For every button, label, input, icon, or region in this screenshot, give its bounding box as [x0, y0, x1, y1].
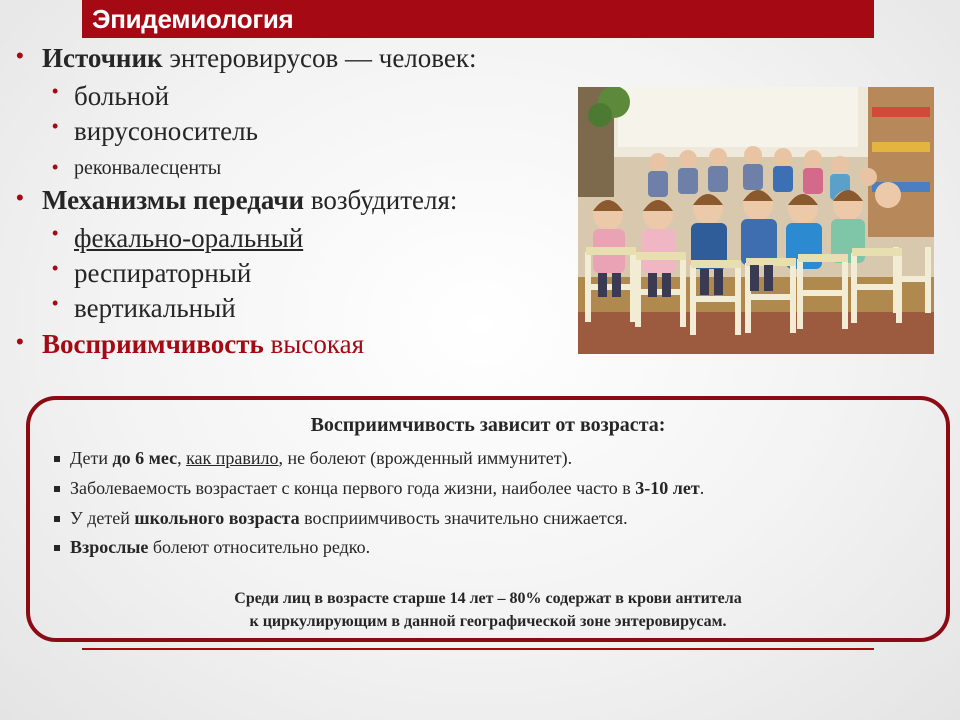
bullet-source-bold: Источник [42, 43, 163, 73]
box-item-school-age [70, 508, 628, 529]
box-note-line1: Среди лиц в возрасте старше 14 лет – 80% содержат в крови антитела [234, 590, 742, 607]
sub-bullet-text: вертикальный [74, 293, 236, 323]
children-photo-illustration [578, 87, 934, 354]
box-note-line2: к циркулирующим в данной географической зоне энтеровирусам. [249, 613, 727, 630]
box-text-bold: до 6 мес [112, 448, 178, 468]
sub-bullet-sick [52, 81, 170, 112]
bullet-susceptibility-bold: Восприимчивость [42, 329, 264, 359]
box-text: , [177, 448, 187, 468]
box-text: . [699, 478, 705, 498]
bullet-mechanisms-rest: возбудителя: [304, 185, 458, 215]
bullet-dot-icon: • [16, 329, 24, 354]
sub-bullet-text: реконвалесценты [74, 157, 222, 179]
bullet-mechanisms [16, 185, 458, 216]
box-item-infants [70, 448, 572, 469]
bullet-dot-icon: • [52, 81, 59, 101]
bullet-dot-icon: • [16, 43, 24, 68]
square-bullet-icon [54, 486, 60, 492]
box-text: болеют относительно редко. [148, 537, 371, 557]
square-bullet-icon [54, 456, 60, 462]
box-text-underlined: как правило [186, 448, 279, 468]
box-text: восприимчивость значительно снижается. [299, 508, 628, 528]
bullet-mechanisms-bold: Механизмы передачи [42, 185, 305, 215]
sub-bullet-vertical [52, 293, 236, 324]
box-title: Восприимчивость зависит от возраста: [310, 414, 666, 436]
bullet-dot-icon: • [52, 116, 59, 136]
sub-bullet-respiratory [52, 258, 252, 289]
box-text-bold: школьного возраста [134, 508, 300, 528]
sub-bullet-text: вирусоноситель [74, 116, 258, 146]
box-item-incidence [70, 478, 704, 499]
box-item-adults [70, 537, 370, 558]
bullet-dot-icon: • [52, 157, 59, 177]
slide-title: Эпидемиология [82, 0, 874, 38]
kindergarten-photo [578, 87, 934, 354]
sub-bullet-text: фекально-оральный [74, 223, 304, 253]
box-text: Дети [70, 448, 113, 468]
age-susceptibility-box [26, 396, 950, 642]
square-bullet-icon [54, 516, 60, 522]
bullet-susceptibility [16, 329, 365, 360]
bottom-divider [82, 648, 874, 650]
bullet-dot-icon: • [52, 223, 59, 243]
box-text: Заболеваемость возрастает с конца первого года жизни, наиболее часто в [70, 478, 636, 498]
sub-bullet-text: респираторный [74, 258, 252, 288]
bullet-list [0, 0, 575, 380]
bullet-source [16, 43, 477, 74]
bullet-susceptibility-rest: высокая [263, 329, 365, 359]
sub-bullet-fecal-oral [52, 223, 304, 254]
bullet-dot-icon: • [52, 293, 59, 313]
bullet-source-rest: энтеровирусов — человек: [162, 43, 477, 73]
sub-bullet-text: больной [74, 81, 170, 111]
bullet-dot-icon: • [52, 258, 59, 278]
box-text-bold: Взрослые [70, 537, 149, 557]
box-text: У детей [70, 508, 135, 528]
square-bullet-icon [54, 545, 60, 551]
sub-bullet-carrier [52, 116, 258, 147]
box-text: , не болеют (врожденный иммунитет). [278, 448, 573, 468]
sub-bullet-convalescents [52, 157, 222, 180]
bullet-dot-icon: • [16, 185, 24, 210]
box-text-bold: 3-10 лет [635, 478, 700, 498]
